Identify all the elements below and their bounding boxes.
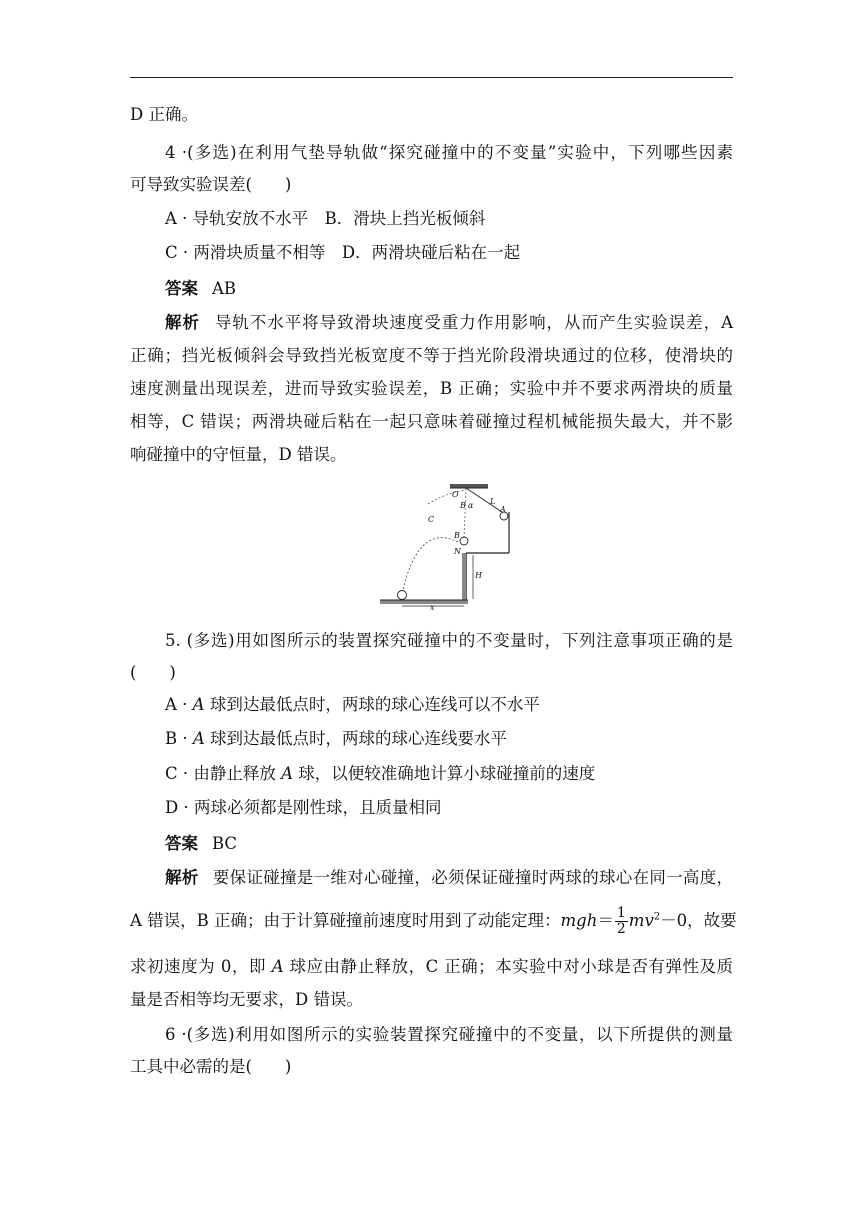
analysis-label: 解析 [165, 313, 200, 332]
formula-tail: －0，故要 [660, 911, 737, 930]
q4-options-line1: A · 导轨安放不水平 B．滑块上挡光板倾斜 [165, 209, 486, 228]
formula-lhs: mgh [560, 911, 598, 930]
fraction-denominator: 2 [616, 921, 626, 937]
q5-option-c [165, 763, 595, 785]
formula-mv: mv [628, 911, 654, 930]
ceiling-hatch [450, 484, 488, 488]
q4-analysis-line4: 相等，C 错误；两滑块碰后粘在一起只意味着碰撞过程机械能损失最大，并不影 [130, 412, 733, 431]
option-b-prefix: B · [165, 729, 193, 748]
q6-stem-line1: 6 ·(多选)利用如图所示的实验装置探究碰撞中的不变量，以下所提供的测量 [165, 1025, 733, 1044]
q4-analysis-line3: 速度测量出现误差，进而导致实验误差，B 正确；实验中并不要求两滑块的质量 [130, 379, 733, 398]
option-c-text: 球，以便较准确地计算小球碰撞前的速度 [293, 764, 596, 783]
string-vertical [464, 488, 466, 538]
option-b-text: 球到达最低点时，两球的球心连线要水平 [204, 729, 508, 748]
q4-stem-line2: 可导致实验误差( ) [130, 175, 292, 194]
landing-ball [398, 591, 407, 600]
carryover-text: D 正确。 [130, 105, 198, 124]
option-c-var: A [281, 764, 294, 783]
q5-stem-line1: 5. (多选)用如图所示的装置探究碰撞中的不变量时，下列注意事项正确的是 [165, 631, 733, 650]
label-n: N [454, 547, 461, 556]
analysis-text: A 错误，B 正确；由于计算碰撞前速度时用到了动能定理： [130, 911, 561, 930]
label-b-top: B [460, 501, 466, 510]
analysis-text: 求初速度为 0，即 [130, 957, 272, 976]
analysis-label: 解析 [165, 868, 199, 887]
option-b-var: A [192, 729, 205, 748]
answer-label: 答案 [165, 279, 198, 298]
q5-analysis-line1 [165, 867, 733, 889]
label-x: x [430, 603, 435, 610]
option-a-var: A [192, 695, 205, 714]
label-o: O [452, 490, 459, 499]
q5-option-d: D · 两球必须都是刚性球，且质量相同 [165, 798, 442, 817]
q4-analysis-line2: 正确；挡光板倾斜会导致挡光板宽度不等于挡光阶段滑块通过的位移，使滑块的 [130, 346, 733, 365]
q5-answer [165, 833, 237, 855]
analysis-text: 球应由静止释放，C 正确；本实验中对小球是否有弹性及质 [283, 957, 733, 976]
answer-value: AB [212, 279, 237, 298]
q5-option-b [165, 728, 507, 750]
option-a-text: 球到达最低点时，两球的球心连线可以不水平 [204, 695, 540, 714]
q4-stem-line1: 4 ·(多选)在利用气垫导轨做“探究碰撞中的不变量”实验中，下列哪些因素 [165, 143, 733, 162]
analysis-text: 要保证碰撞是一维对心碰撞，必须保证碰撞时两球的球心在同一高度， [212, 868, 734, 887]
label-h: H [475, 571, 482, 580]
option-c-prefix: C · 由静止释放 [165, 764, 282, 783]
q5-option-a [165, 694, 540, 716]
label-alpha: α [468, 501, 474, 510]
q5-analysis-line2 [130, 906, 737, 937]
q5-analysis-line3 [130, 956, 733, 978]
label-a: A [500, 505, 506, 514]
answer-label: 答案 [165, 834, 198, 853]
label-b: B [454, 531, 460, 540]
q4-analysis-line1 [165, 312, 733, 334]
pendulum-collision-figure [378, 482, 518, 610]
formula-exponent: 2 [653, 911, 661, 923]
analysis-text: 导轨不水平将导致滑块速度受重力作用影响，从而产生实验误差，A [213, 313, 734, 332]
fraction-numerator: 1 [616, 905, 626, 921]
q4-analysis-line5: 响碰撞中的守恒量，D 错误。 [130, 445, 347, 464]
header-rule [130, 77, 733, 78]
q5-stem-line2: ( ) [130, 663, 176, 682]
label-l: L [490, 497, 496, 506]
trajectory-path [402, 538, 458, 594]
option-a-prefix: A · [165, 695, 193, 714]
ball-b [460, 537, 468, 545]
label-c: C [428, 515, 435, 524]
analysis-var: A [271, 957, 284, 976]
q4-options-line2: C · 两滑块质量不相等 D．两滑块碰后粘在一起 [165, 243, 521, 262]
ground [380, 600, 468, 604]
q4-answer [165, 278, 236, 300]
q6-stem-line2: 工具中必需的是( ) [130, 1057, 292, 1076]
formula-eq: ＝ [597, 911, 614, 930]
answer-value: BC [212, 834, 238, 853]
formula-fraction [615, 906, 628, 937]
q5-analysis-line4: 量是否相等均无要求，D 错误。 [130, 990, 363, 1009]
